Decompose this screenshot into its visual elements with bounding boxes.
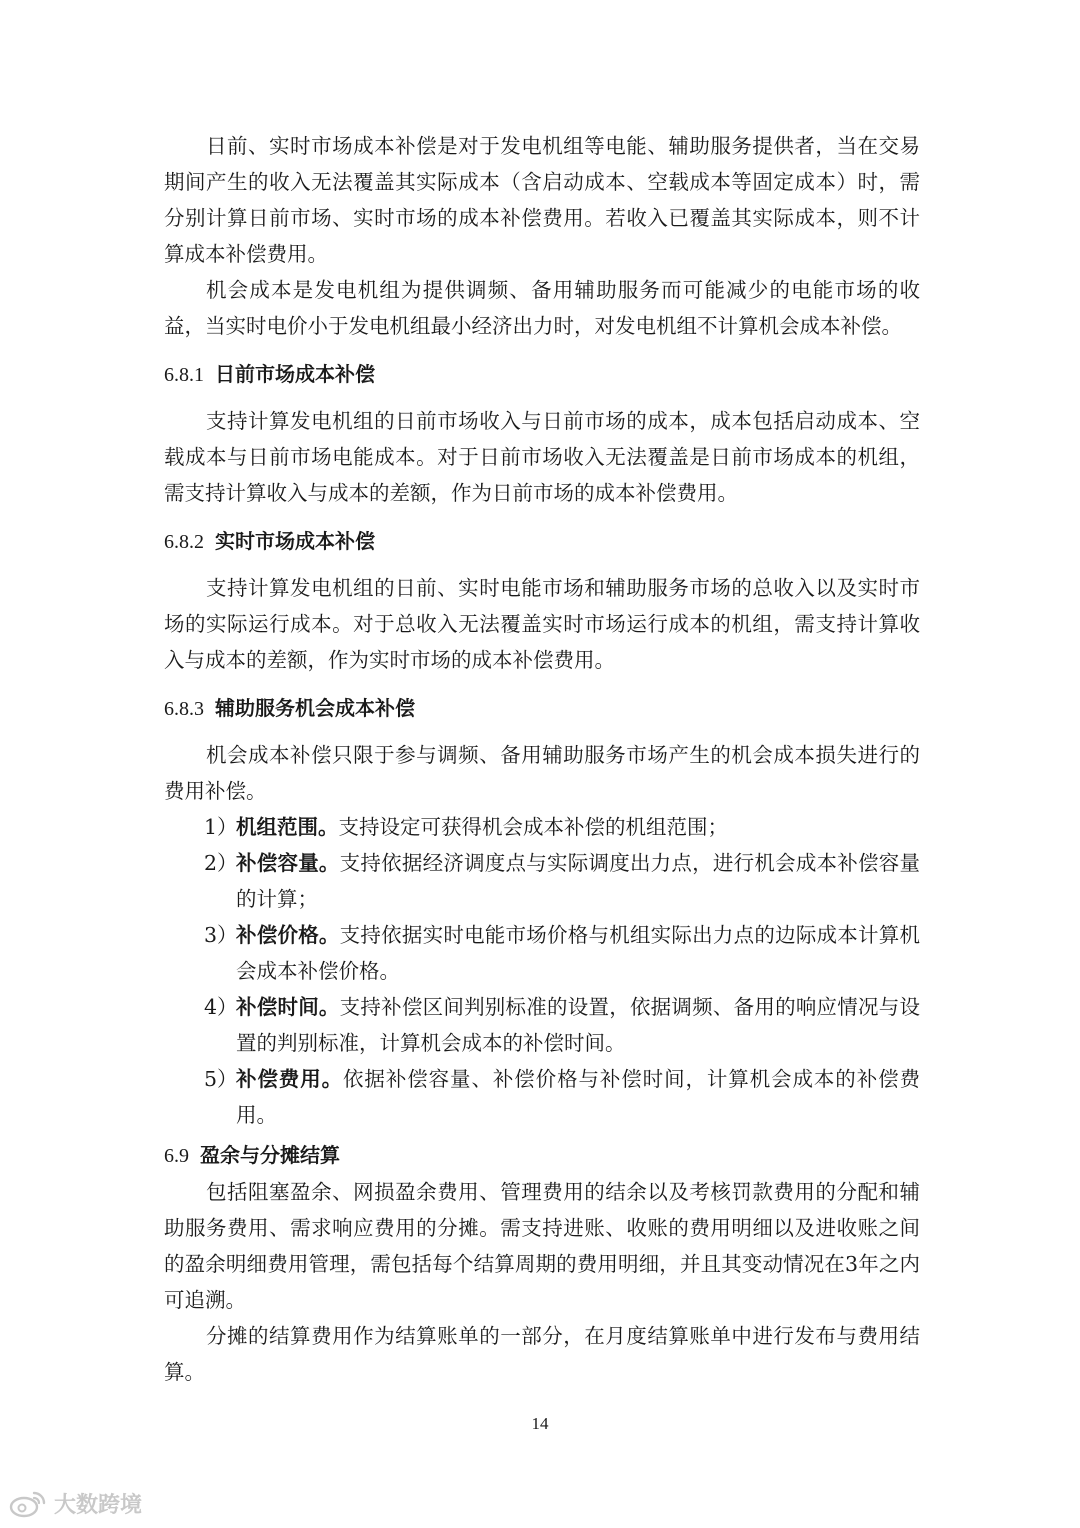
list-item-text: 支持设定可获得机会成本补偿的机组范围；: [338, 815, 728, 839]
weibo-logo-icon: [8, 1489, 48, 1519]
list-item-index: 2）: [204, 851, 238, 875]
section-heading-6-8-1: [164, 356, 920, 393]
section-heading-6-8-2: [164, 523, 920, 560]
section-6-8-3-paragraph: 机会成本补偿只限于参与调频、备用辅助服务市场产生的机会成本损失进行的费用补偿。: [164, 743, 920, 803]
list-item-text: 依据补偿容量、补偿价格与补偿时间，计算机会成本的补偿费用。: [236, 1067, 921, 1127]
page-number: 14: [531, 1414, 549, 1433]
section-title: 日前市场成本补偿: [214, 362, 375, 386]
section-heading-6-8-3: [164, 690, 920, 727]
document-page: [164, 128, 920, 1390]
list-item-text: 支持依据经济调度点与实际调度出力点，进行机会成本补偿容量的计算；: [236, 851, 920, 911]
list-item: [164, 989, 920, 1061]
compensation-item-list: [164, 809, 920, 1133]
intro-paragraph-1: 日前、实时市场成本补偿是对于发电机组等电能、辅助服务提供者，当在交易期间产生的收入无法覆盖其实际成本（含启动成本、空载成本等固定成本）时，需分别计算日前市场、实时市场的成本补偿费用。若收入已覆盖其实际成本，则不计算成本补偿费用。: [164, 134, 920, 266]
list-item-term: 补偿时间。: [236, 995, 340, 1019]
section-6-8-1-paragraph: 支持计算发电机组的日前市场收入与日前市场的成本，成本包括启动成本、空载成本与日前市场电能成本。对于日前市场收入无法覆盖是日前市场成本的机组，需支持计算收入与成本的差额，作为日前市场的成本补偿费用。: [164, 409, 920, 505]
section-title: 辅助服务机会成本补偿: [214, 696, 415, 720]
section-6-9-paragraph-1: 包括阻塞盈余、网损盈余费用、管理费用的结余以及考核罚款费用的分配和辅助服务费用、需求响应费用的分摊。需支持进账、收账的费用明细以及进收账之间的盈余明细费用管理，需包括每个结算周期的费用明细，并且其变动情况在3年之内可追溯。: [164, 1180, 920, 1312]
section-title: 实时市场成本补偿: [214, 529, 375, 553]
list-item-term: 补偿费用。: [236, 1067, 344, 1091]
list-item-term: 补偿容量。: [236, 851, 340, 875]
list-item: [164, 809, 920, 845]
section-number: 6.8.1: [164, 364, 204, 386]
list-item-index: 5）: [204, 1067, 238, 1091]
list-item-index: 1）: [204, 815, 238, 839]
list-item-index: 3）: [204, 923, 238, 947]
list-item-term: 补偿价格。: [236, 923, 340, 947]
section-6-8-2-paragraph: 支持计算发电机组的日前、实时电能市场和辅助服务市场的总收入以及实时市场的实际运行成本。对于总收入无法覆盖实时市场运行成本的机组，需支持计算收入与成本的差额，作为实时市场的成本补偿费用。: [164, 576, 920, 672]
section-title: 盈余与分摊结算: [199, 1143, 340, 1167]
list-item-index: 4）: [204, 995, 238, 1019]
list-item-text: 支持依据实时电能市场价格与机组实际出力点的边际成本计算机会成本补偿价格。: [236, 923, 920, 983]
list-item-term: 机组范围。: [236, 815, 339, 839]
watermark: [8, 1488, 142, 1519]
section-number: 6.8.2: [164, 531, 204, 553]
section-number: 6.8.3: [164, 698, 204, 720]
section-number: 6.9: [164, 1145, 189, 1167]
watermark-text: 大数跨境: [54, 1493, 143, 1518]
list-item-text: 支持补偿区间判别标准的设置，依据调频、备用的响应情况与设置的判别标准，计算机会成本的补偿时间。: [236, 995, 920, 1055]
section-heading-6-9: [164, 1137, 920, 1174]
intro-paragraph-2: 机会成本是发电机组为提供调频、备用辅助服务而可能减少的电能市场的收益，当实时电价小于发电机组最小经济出力时，对发电机组不计算机会成本补偿。: [164, 278, 920, 338]
list-item: [164, 1061, 920, 1133]
list-item: [164, 845, 920, 917]
list-item: [164, 917, 920, 989]
section-6-9-paragraph-2: 分摊的结算费用作为结算账单的一部分，在月度结算账单中进行发布与费用结算。: [164, 1324, 920, 1384]
